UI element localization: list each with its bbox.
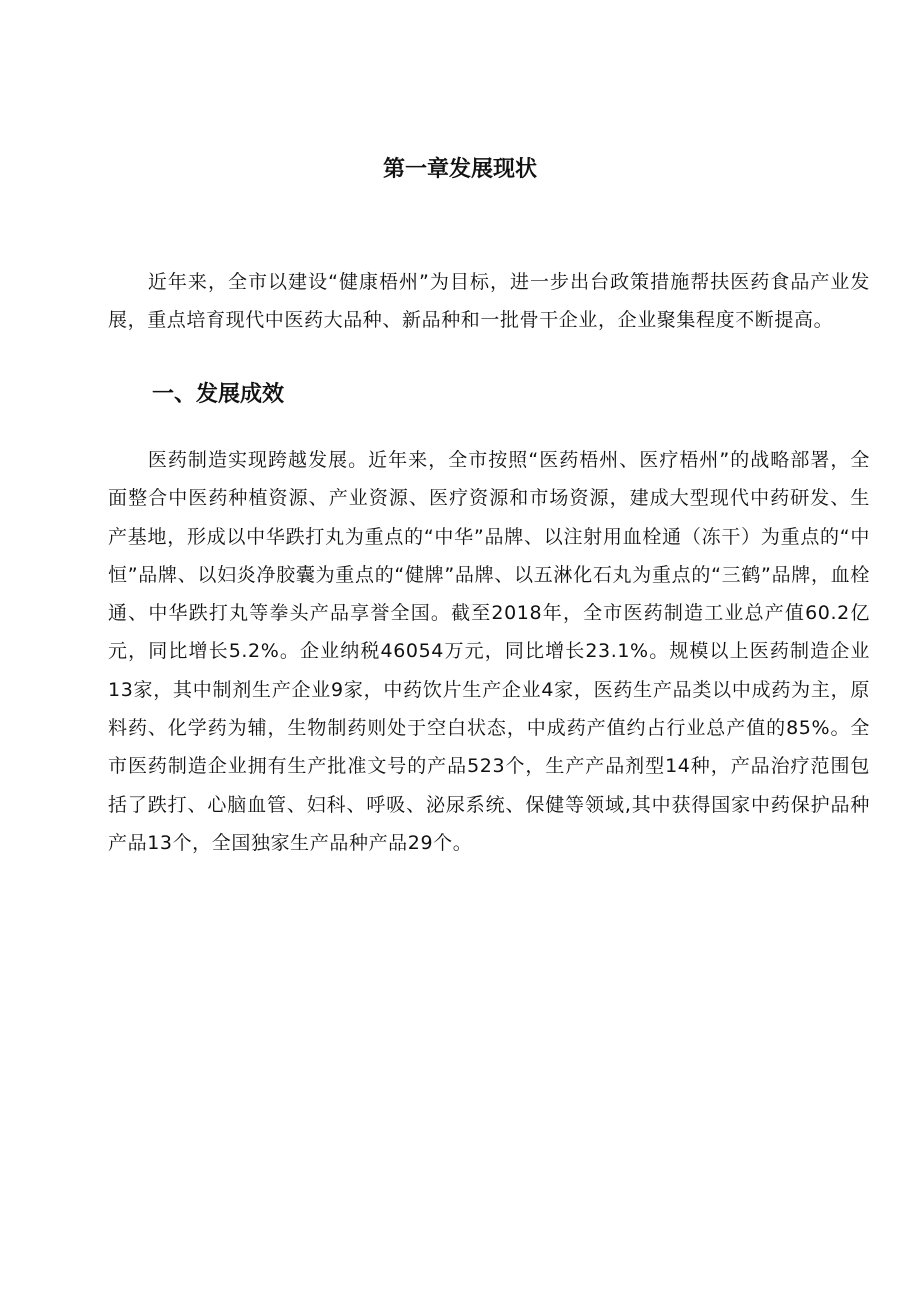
intro-paragraph: 近年来，全市以建设“健康梧州”为目标，进一步出台政策措施帮扶医药食品产业发展，重点培育现代中医药大品种、新品种和一批骨干企业，企业聚集程度不断提高。 [108,271,870,332]
body-paragraph: 医药制造实现跨越发展。近年来，全市按照“医药梧州、医疗梧州”的战略部署，全面整合中医药种植资源、产业资源、医疗资源和市场资源，建成大型现代中药研发、生产基地，形成以中华跌打丸为重点的“中华”品牌、以注射用血栓通（冻干）为重点的“中恒”品牌、以妇炎净胶囊为重点的“健牌”品牌、以五淋化石丸为重点的“三鹤”品牌，血栓通、中华跌打丸等拳头产品享誉全国。截至2018年，全市医药制造工业总产值60.2亿元，同比增长5.2%。企业纳税46054万元，同比增长23.1%。规模以上医药制造企业13家，其中制剂生产企业9家，中药饮片生产企业4家，医药生产品类以中成药为主，原料药、化学药为辅，生物制药则处于空白状态，中成药产值约占行业总产值的85%。全市医药制造企业拥有生产批准文号的产品523个，生产产品剂型14种，产品治疗范围包括了跌打、心脑血管、妇科、呼吸、泌尿系统、保健等领域,其中获得国家中药保护品种产品13个，全国独家生产品种产品29个。 [108,449,870,854]
section-heading: 一、发展成效 [152,382,285,407]
chapter-title: 第一章发展现状 [382,157,537,182]
